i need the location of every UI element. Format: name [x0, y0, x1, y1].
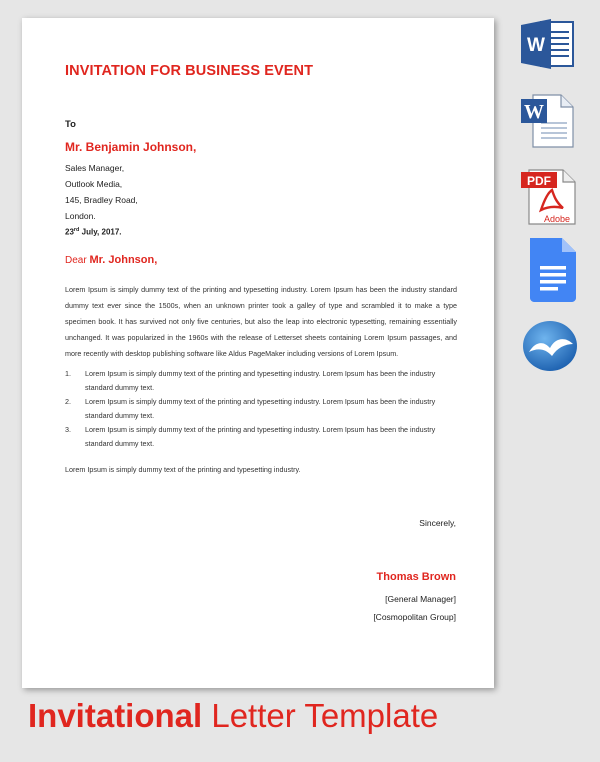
address-line: Outlook Media,	[65, 179, 123, 189]
list-item	[65, 423, 457, 451]
to-label: To	[65, 119, 76, 130]
list-text: Lorem Ipsum is simply dummy text of the printing and typesetting industry. Lorem Ipsum has been the industry standard dummy text.	[85, 369, 436, 392]
word-doc-icon-letter: W	[524, 101, 544, 123]
google-docs-icon[interactable]	[526, 236, 578, 309]
salutation-dear: Dear	[65, 255, 90, 266]
signer-title: [General Manager]	[385, 594, 456, 604]
signer-org: [Cosmopolitan Group]	[373, 612, 456, 622]
banner-rest-text: Letter Template	[202, 697, 439, 734]
numbered-list	[65, 367, 457, 451]
signer-name: Thomas Brown	[376, 571, 456, 583]
list-item	[65, 367, 457, 395]
date-rest: July, 2017.	[79, 227, 122, 237]
pdf-icon-sublabel: Adobe	[543, 214, 571, 224]
list-text: Lorem Ipsum is simply dummy text of the printing and typesetting industry. Lorem Ipsum has been the industry standard dummy text.	[85, 425, 436, 448]
body-paragraph: Lorem Ipsum is simply dummy text of the printing and typesetting industry. Lorem Ipsum has been the industry standard dummy text ever since the 1500s, when an unknown printer took a galley of type and scrambled it to make a type specimen book. It has survived not only five centuries, but also the leap into electronic typesetting, remaining essentially unchanged. It was popularized in the 1960s with the release of Letterset sheets containing Lorem Ipsum passages, and more recently with desktop publishing software like Aldus PageMaker including versions of Lorem Ipsum.	[65, 285, 457, 359]
salutation-name: Mr. Johnson,	[89, 254, 158, 266]
closing-line: Lorem Ipsum is simply dummy text of the printing and typesetting industry.	[65, 465, 301, 474]
word-icon[interactable]	[519, 18, 577, 75]
openoffice-icon[interactable]	[521, 320, 579, 377]
template-banner	[28, 697, 438, 735]
list-number: 1.	[65, 369, 71, 378]
address-line: London.	[65, 211, 96, 221]
word-doc-icon[interactable]	[519, 93, 577, 154]
list-item	[65, 395, 457, 423]
list-number: 2.	[65, 397, 71, 406]
date-suffix: rd	[73, 227, 80, 233]
word-icon-letter: W	[527, 35, 545, 56]
document-title: INVITATION FOR BUSINESS EVENT	[65, 63, 314, 79]
salutation	[65, 254, 157, 266]
list-text: Lorem Ipsum is simply dummy text of the printing and typesetting industry. Lorem Ipsum has been the industry standard dummy text.	[85, 397, 436, 420]
recipient-name: Mr. Benjamin Johnson,	[65, 140, 197, 154]
pdf-icon[interactable]	[519, 168, 579, 231]
date-day: 23	[65, 227, 74, 237]
recipient-address	[65, 160, 138, 224]
letter-date	[65, 227, 122, 237]
banner-bold-text: Invitational	[28, 697, 203, 734]
address-line: Sales Manager,	[65, 163, 125, 173]
letter-page	[22, 18, 494, 688]
address-line: 145, Bradley Road,	[65, 195, 138, 205]
list-number: 3.	[65, 425, 71, 434]
sincerely: Sincerely,	[419, 518, 456, 528]
pdf-icon-label: PDF	[527, 174, 551, 188]
